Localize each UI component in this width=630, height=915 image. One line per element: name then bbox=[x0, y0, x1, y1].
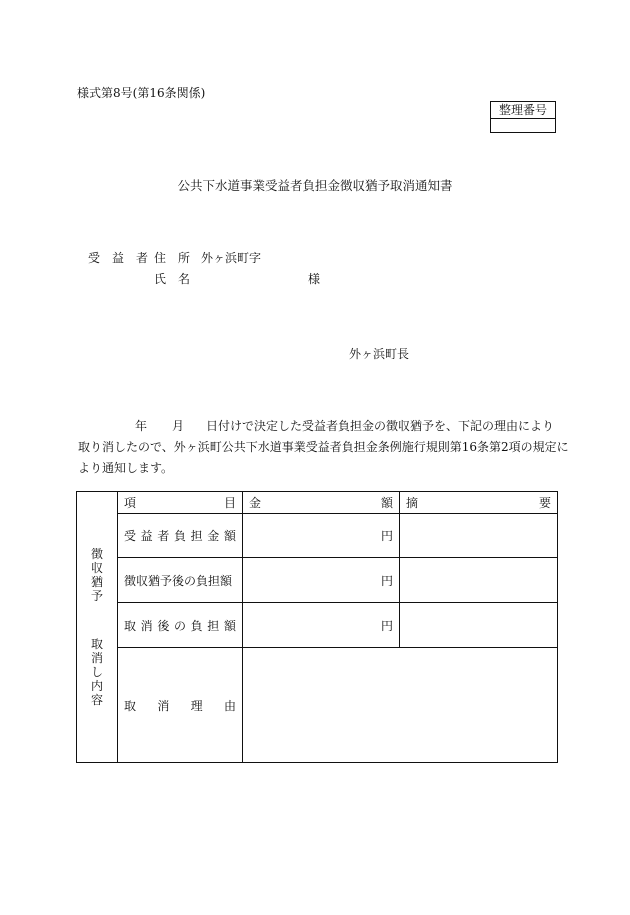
table-row bbox=[77, 558, 558, 603]
document-title: 公共下水道事業受益者負担金徴収猶予取消通知書 bbox=[177, 178, 453, 193]
table-row bbox=[77, 648, 558, 763]
row-reason-value[interactable] bbox=[243, 648, 558, 763]
recipient-role: 受 益 者 bbox=[88, 251, 149, 265]
table-row bbox=[77, 603, 558, 648]
row-after-postponement-label: 徴収猶予後の負担額 bbox=[118, 558, 243, 603]
name-label: 氏 名 bbox=[154, 272, 191, 286]
issuer-name: 外ヶ浜町長 bbox=[349, 347, 410, 361]
body-line-3: より通知します。 bbox=[78, 461, 174, 475]
form-number-label: 様式第8号(第16条関係) bbox=[77, 86, 206, 100]
row-after-postponement-amount[interactable]: 円 bbox=[243, 558, 400, 603]
header-amount: 金 額 bbox=[243, 492, 400, 514]
row-beneficiary-charge-label: 受 益 者 負 担 金 額 bbox=[118, 514, 243, 558]
reference-number-box bbox=[490, 101, 556, 133]
reference-number-value[interactable] bbox=[491, 119, 555, 134]
header-item: 項 目 bbox=[118, 492, 243, 514]
body-line-2: 取り消したので、外ヶ浜町公共下水道事業受益者負担金条例施行規則第16条第2項の規定に bbox=[78, 440, 569, 454]
notice-body bbox=[78, 416, 569, 479]
side-label: 徴 収 猶 予 取 消 し 内 容 bbox=[77, 492, 118, 763]
body-line-1 bbox=[78, 416, 558, 437]
row-after-cancel-remarks[interactable] bbox=[400, 603, 558, 648]
date-year: 年 bbox=[135, 419, 148, 433]
honorific: 様 bbox=[308, 272, 321, 286]
row-after-postponement-remarks[interactable] bbox=[400, 558, 558, 603]
row-reason-label: 取 消 理 由 bbox=[118, 648, 243, 763]
row-after-cancel-label: 取 消 後 の 負 担 額 bbox=[118, 603, 243, 648]
table-row bbox=[77, 514, 558, 558]
row-beneficiary-charge-amount[interactable]: 円 bbox=[243, 514, 400, 558]
body-line-1-text: 日付けで決定した受益者負担金の徴収猶予を、下記の理由により bbox=[206, 419, 555, 433]
reference-number-label: 整理番号 bbox=[491, 102, 555, 119]
address-value[interactable]: 外ヶ浜町字 bbox=[201, 251, 262, 265]
row-after-cancel-amount[interactable]: 円 bbox=[243, 603, 400, 648]
date-month: 月 bbox=[172, 419, 185, 433]
address-label: 住 所 bbox=[154, 251, 191, 265]
postponement-table bbox=[76, 491, 558, 763]
header-remarks: 摘 要 bbox=[400, 492, 558, 514]
row-beneficiary-charge-remarks[interactable] bbox=[400, 514, 558, 558]
